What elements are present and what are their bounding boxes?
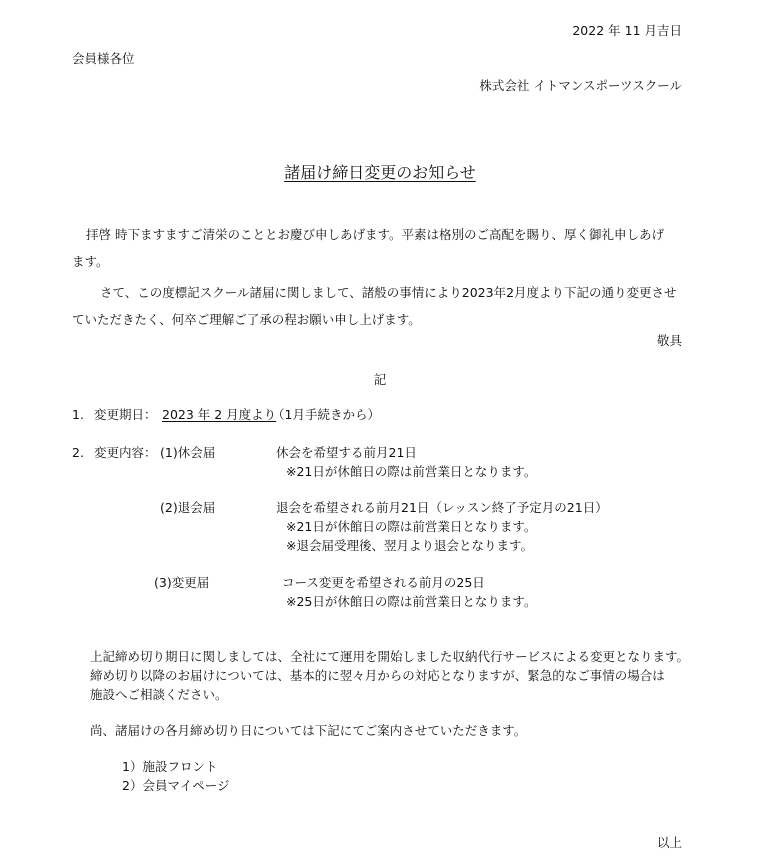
item1-number: 1. — [72, 407, 84, 422]
addressee: 会員様各位 — [72, 51, 135, 66]
end-ijou: 以上 — [656, 835, 682, 850]
ki-heading: 記 — [373, 372, 387, 387]
form-3-line-1: コース変更を希望される前月の25日 — [282, 575, 485, 590]
form-2-line-3: ※退会届受理後、翌月より退会となります。 — [286, 538, 533, 553]
form-2-line-2: ※21日が休館日の際は前営業日となります。 — [286, 519, 537, 534]
sender-company: 株式会社 イトマンスポーツスクール — [479, 78, 682, 93]
intro-line-1: 拝啓 時下ますますご清栄のこととお慶び申しあげます。平素は格別のご高配を賜り、厚く御礼申しあげ — [86, 227, 664, 242]
notes-p1-line-1: 上記締め切り期日に関しましては、全社にて運用を開始しました収納代行サービスによる変更となります。 — [90, 649, 690, 664]
form-1-line-1: 休会を希望する前月21日 — [276, 445, 417, 460]
item2-number: 2. — [72, 445, 84, 460]
item1-note: （1月手続きから） — [272, 407, 380, 422]
form-2-name: (2)退会届 — [160, 500, 216, 515]
intro-line-4: ていただきたく、何卒ご理解ご了承の程お願い申し上げます。 — [72, 312, 421, 327]
intro-line-2: ます。 — [72, 254, 109, 269]
notes-p1-line-3: 施設へご相談ください。 — [90, 687, 228, 702]
document-title: 諸届け締日変更のお知らせ — [284, 163, 476, 182]
form-2-line-1: 退会を希望される前月21日（レッスン終了予定月の21日） — [276, 500, 608, 515]
item1-value: 2023 年 2 月度より — [162, 407, 277, 422]
form-3-name: (3)変更届 — [154, 575, 210, 590]
intro-line-3: さて、この度標記スクール諸届に関しまして、諸般の事情により2023年2月度より下記の通り変更させ — [100, 285, 677, 300]
item2-label: 変更内容： — [94, 445, 157, 460]
form-3-line-2: ※25日が休館日の際は前営業日となります。 — [286, 594, 537, 609]
contact-item-1: 1）施設フロント — [122, 759, 218, 774]
notes-p1-line-2: 締め切り以降のお届けについては、基本的に翌々月からの対応となりますが、緊急的なご事情の場合は — [90, 668, 665, 683]
contact-item-2: 2）会員マイページ — [122, 778, 230, 793]
notes-p2: 尚、諸届けの各月締め切り日については下記にてご案内させていただきます。 — [90, 723, 527, 738]
closing-keigu: 敬具 — [656, 333, 682, 348]
form-1-line-2: ※21日が休館日の際は前営業日となります。 — [286, 464, 537, 479]
document-date: 2022 年 11 月吉日 — [572, 23, 682, 38]
item1-label: 変更期日： — [94, 407, 157, 422]
form-1-name: (1)休会届 — [160, 445, 216, 460]
